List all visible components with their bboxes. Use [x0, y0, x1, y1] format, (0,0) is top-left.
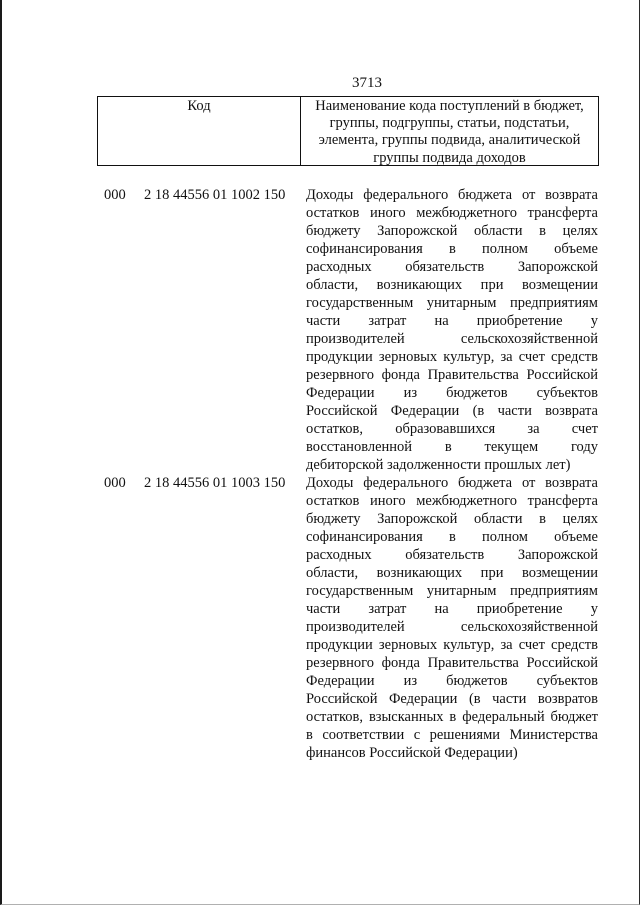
revenue-name [306, 474, 598, 762]
header-name-column [301, 97, 598, 165]
revenue-name-line: софинансирования в полном объеме [306, 241, 598, 257]
table-row [104, 474, 598, 762]
header-name-line: группы подвида доходов [373, 149, 526, 166]
header-name-line: группы, подгруппы, статьи, подстатьи, [329, 115, 570, 132]
revenue-code: 2 18 44556 01 1002 150 [144, 187, 286, 203]
revenue-name-line: продукции зерновых культур, за счет средств [306, 637, 598, 653]
revenue-name-line: дебиторской задолженности прошлых лет) [306, 457, 571, 473]
revenue-name-line: Доходы федерального бюджета от возврата [306, 187, 598, 203]
revenue-name-line: части затрат на приобретение у [306, 313, 598, 329]
admin-code: 000 [104, 475, 126, 491]
revenue-name-line: продукции зерновых культур, за счет средств [306, 349, 598, 365]
revenue-name-line: государственным унитарным предприятиям [306, 295, 598, 311]
table-body [104, 186, 598, 762]
revenue-name-line: расходных обязательств Запорожской [306, 259, 598, 275]
revenue-name [306, 186, 598, 474]
revenue-name-line: в соответствии с решениями Министерства [306, 727, 598, 743]
header-name-line: элемента, группы подвида, аналитической [318, 132, 581, 149]
revenue-name-line: производителей сельскохозяйственной [306, 331, 598, 347]
revenue-name-line: Доходы федерального бюджета от возврата [306, 475, 598, 491]
page-number: 3713 [352, 75, 382, 91]
revenue-name-line: остатков иного межбюджетного трансферта [306, 205, 598, 221]
revenue-name-line: резервного фонда Правительства Российской [306, 655, 598, 671]
revenue-name-line: восстановленной в текущем году [306, 439, 598, 455]
revenue-name-line: бюджету Запорожской области в целях [306, 223, 598, 239]
revenue-name-line: производителей сельскохозяйственной [306, 619, 598, 635]
revenue-name-line: бюджету Запорожской области в целях [306, 511, 598, 527]
table-row [104, 186, 598, 474]
revenue-name-line: Федерации из бюджетов субъектов [306, 385, 598, 401]
revenue-name-line: Российской Федерации (в части возвратов [306, 691, 598, 707]
revenue-name-line: Федерации из бюджетов субъектов [306, 673, 598, 689]
revenue-name-line: остатков, образовавшихся за счет [306, 421, 598, 437]
revenue-name-line: области, возникающих при возмещении [306, 565, 598, 581]
revenue-name-line: расходных обязательств Запорожской [306, 547, 598, 563]
revenue-name-line: части затрат на приобретение у [306, 601, 598, 617]
revenue-name-line: резервного фонда Правительства Российской [306, 367, 598, 383]
revenue-name-line: остатков, взысканных в федеральный бюджет [306, 709, 598, 725]
header-code-column: Код [98, 97, 301, 165]
revenue-name-line: финансов Российской Федерации) [306, 745, 518, 761]
revenue-name-line: софинансирования в полном объеме [306, 529, 598, 545]
admin-code: 000 [104, 187, 126, 203]
revenue-code: 2 18 44556 01 1003 150 [144, 475, 286, 491]
table-header [97, 96, 599, 166]
revenue-name-line: Российской Федерации (в части возврата [306, 403, 598, 419]
header-name-line: Наименование кода поступлений в бюджет, [315, 98, 584, 114]
revenue-name-line: области, возникающих при возмещении [306, 277, 598, 293]
revenue-name-line: остатков иного межбюджетного трансферта [306, 493, 598, 509]
revenue-name-line: государственным унитарным предприятиям [306, 583, 598, 599]
